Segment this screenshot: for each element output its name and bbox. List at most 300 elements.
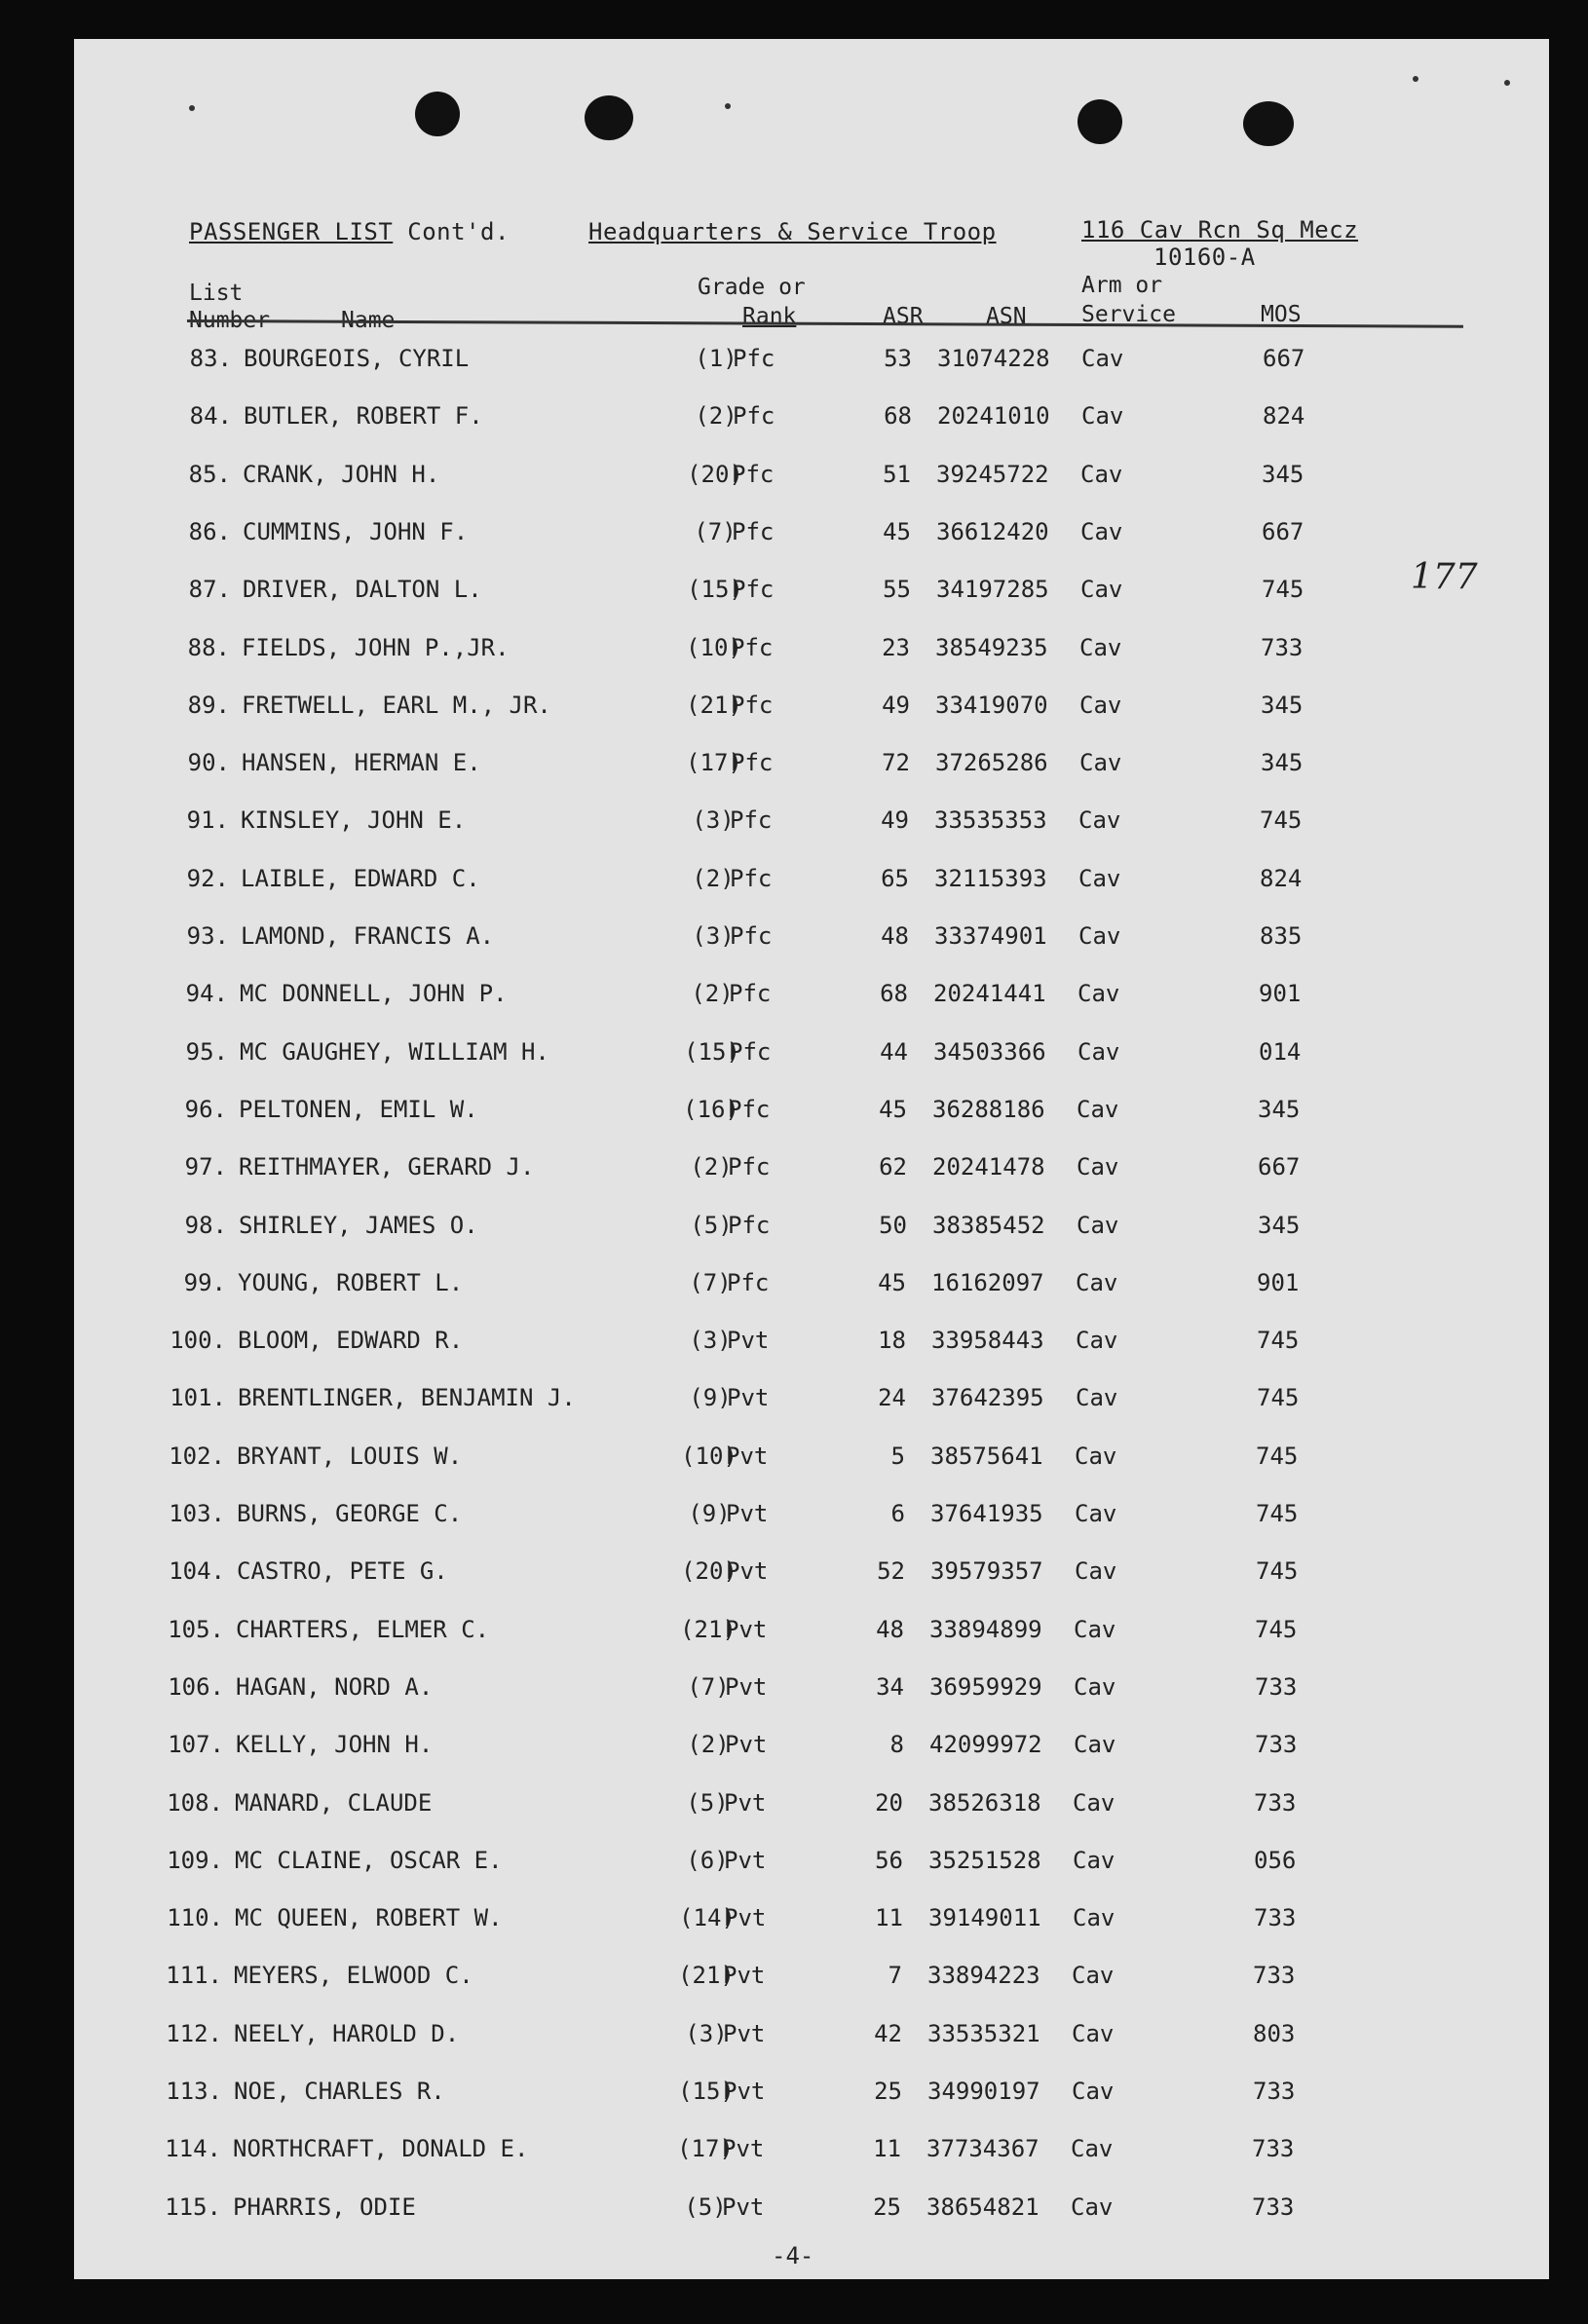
cell-arm: Cav: [1079, 691, 1122, 719]
cell-mos: 733: [1255, 1672, 1298, 1701]
cell-name: NOE, CHARLES R.: [234, 2078, 445, 2105]
cell-name: PELTONEN, EMIL W.: [239, 1095, 478, 1123]
cell-rank: Pvt: [723, 1962, 766, 1990]
cell-rank: Pfc: [730, 806, 773, 835]
cell-asr: 23: [882, 633, 910, 661]
cell-name: BURNS, GEORGE C.: [237, 1500, 463, 1527]
cell-num: 107.: [168, 1731, 224, 1759]
cell-asr: 34: [876, 1672, 904, 1701]
cell-rank: Pfc: [733, 345, 775, 372]
cell-asn: 16162097: [931, 1268, 1044, 1296]
table-row: [74, 518, 1549, 557]
cell-name: MC CLAINE, OSCAR E.: [235, 1846, 503, 1874]
cell-num: 102.: [169, 1442, 225, 1470]
cell-arm: Cav: [1072, 1962, 1115, 1990]
document-page: [74, 39, 1549, 2279]
cell-name: CASTRO, PETE G.: [237, 1557, 448, 1586]
cell-name: SHIRLEY, JAMES O.: [239, 1211, 478, 1239]
cell-mos: 345: [1261, 691, 1304, 719]
cell-num: 94.: [185, 980, 228, 1008]
cell-asn: 37641935: [930, 1500, 1043, 1527]
cell-num: 92.: [186, 864, 229, 892]
cell-asr: 45: [879, 1095, 907, 1123]
cell-arm: Cav: [1080, 460, 1123, 488]
cell-asr: 42: [874, 2019, 902, 2047]
cell-grade: (21): [686, 691, 742, 719]
col-service-label: Service: [1081, 302, 1176, 327]
table-row: [74, 922, 1549, 961]
cell-asr: 48: [881, 922, 909, 950]
table-row: [74, 2078, 1549, 2117]
cell-num: 113.: [166, 2078, 222, 2105]
cell-name: MEYERS, ELWOOD C.: [234, 1962, 473, 1990]
cell-mos: 745: [1256, 1500, 1299, 1527]
cell-arm: Cav: [1073, 1904, 1115, 1932]
cell-arm: Cav: [1081, 402, 1124, 431]
table-row: [74, 1789, 1549, 1828]
cell-asn: 33894223: [927, 1962, 1040, 1990]
cell-rank: Pvt: [724, 1846, 767, 1874]
cell-num: 98.: [184, 1211, 227, 1239]
table-row: [74, 2193, 1549, 2232]
cell-grade: (5): [686, 1788, 729, 1817]
cell-num: 114.: [165, 2135, 221, 2163]
cell-mos: 733: [1261, 633, 1304, 661]
cell-arm: Cav: [1071, 2193, 1114, 2221]
cell-num: 89.: [187, 691, 230, 719]
cell-grade: (7): [689, 1268, 732, 1296]
cell-num: 109.: [167, 1846, 223, 1874]
cell-grade: (3): [685, 2019, 728, 2047]
table-row: [74, 1557, 1549, 1596]
cell-num: 84.: [189, 402, 232, 431]
table-row: [74, 1038, 1549, 1077]
cell-name: BUTLER, ROBERT F.: [244, 402, 483, 431]
table-row: [74, 2135, 1549, 2174]
title-text: PASSENGER LIST: [189, 218, 394, 245]
cell-mos: 733: [1252, 2135, 1295, 2163]
cell-asr: 68: [880, 980, 908, 1008]
cell-num: 106.: [168, 1672, 224, 1701]
cell-mos: 745: [1256, 1442, 1299, 1470]
table-row: [74, 1673, 1549, 1712]
cell-rank: Pvt: [725, 1672, 768, 1701]
cell-grade: (2): [687, 1731, 730, 1759]
cell-arm: Cav: [1072, 2019, 1115, 2047]
cell-rank: Pvt: [723, 2019, 766, 2047]
cell-mos: 056: [1254, 1846, 1297, 1874]
cell-name: BRYANT, LOUIS W.: [237, 1442, 463, 1470]
cell-asr: 50: [879, 1211, 907, 1239]
cell-name: HANSEN, HERMAN E.: [242, 749, 481, 777]
cell-arm: Cav: [1080, 576, 1123, 604]
table-row: [74, 1096, 1549, 1135]
cell-name: FIELDS, JOHN P.,JR.: [242, 633, 510, 661]
cell-num: 108.: [167, 1788, 223, 1817]
cell-name: DRIVER, DALTON L.: [243, 576, 482, 604]
cell-asr: 11: [873, 2135, 901, 2163]
cell-grade: (10): [681, 1442, 737, 1470]
cell-grade: (20): [687, 460, 743, 488]
cell-asn: 34503366: [933, 1037, 1046, 1066]
cell-asr: 72: [882, 749, 910, 777]
cell-mos: 733: [1253, 2078, 1296, 2105]
document-code: 10160-A: [1153, 244, 1256, 271]
cell-asr: 11: [875, 1904, 903, 1932]
cell-mos: 745: [1257, 1384, 1300, 1412]
cell-arm: Cav: [1077, 1095, 1119, 1123]
cell-num: 91.: [186, 806, 229, 835]
table-row: [74, 461, 1549, 500]
cell-grade: (7): [694, 517, 737, 545]
cell-asn: 31074228: [937, 345, 1050, 372]
cell-arm: Cav: [1081, 345, 1124, 372]
cell-name: LAMOND, FRANCIS A.: [241, 922, 495, 950]
cell-rank: Pfc: [732, 576, 775, 604]
cell-arm: Cav: [1078, 864, 1121, 892]
cell-asn: 37734367: [926, 2135, 1040, 2163]
cell-asr: 24: [878, 1384, 906, 1412]
cell-arm: Cav: [1079, 749, 1122, 777]
cell-asr: 49: [882, 691, 910, 719]
cell-asn: 38526318: [928, 1788, 1041, 1817]
col-mos-label: MOS: [1261, 302, 1302, 327]
cell-mos: 733: [1253, 1962, 1296, 1990]
cell-arm: Cav: [1074, 1731, 1116, 1759]
cell-rank: Pvt: [725, 1615, 768, 1643]
cell-asr: 45: [878, 1268, 906, 1296]
cell-rank: Pvt: [722, 2135, 765, 2163]
cell-grade: (15): [687, 576, 743, 604]
cell-num: 105.: [168, 1615, 224, 1643]
cell-asr: 44: [880, 1037, 908, 1066]
cell-num: 103.: [169, 1500, 225, 1527]
cell-asr: 25: [874, 2078, 902, 2105]
cell-arm: Cav: [1078, 806, 1121, 835]
cell-rank: Pfc: [728, 1095, 771, 1123]
cell-asr: 65: [881, 864, 909, 892]
cell-asn: 33535353: [934, 806, 1047, 835]
cell-num: 97.: [184, 1153, 227, 1181]
table-row: [74, 1904, 1549, 1943]
cell-arm: Cav: [1078, 980, 1120, 1008]
cell-asn: 33958443: [931, 1327, 1044, 1355]
table-row: [74, 1443, 1549, 1481]
cell-num: 104.: [169, 1557, 225, 1586]
col-asn-label: ASN: [986, 304, 1027, 329]
cell-name: CUMMINS, JOHN F.: [243, 517, 469, 545]
cell-rank: Pvt: [723, 2078, 766, 2105]
cell-mos: 345: [1258, 1095, 1301, 1123]
cell-rank: Pfc: [733, 402, 775, 431]
cell-arm: Cav: [1071, 2135, 1114, 2163]
cell-grade: (5): [684, 2193, 727, 2221]
cell-asr: 5: [890, 1442, 905, 1470]
cell-asn: 33374901: [934, 922, 1047, 950]
cell-name: CHARTERS, ELMER C.: [236, 1615, 490, 1643]
cell-asn: 39245722: [936, 460, 1049, 488]
cell-grade: (2): [691, 980, 734, 1008]
cell-asn: 20241010: [937, 402, 1050, 431]
cell-arm: Cav: [1074, 1615, 1116, 1643]
cell-rank: Pvt: [727, 1384, 770, 1412]
cell-asn: 20241478: [932, 1153, 1045, 1181]
cell-mos: 745: [1262, 576, 1304, 604]
cell-num: 85.: [188, 460, 231, 488]
cell-mos: 824: [1263, 402, 1305, 431]
cell-name: BRENTLINGER, BENJAMIN J.: [238, 1384, 576, 1412]
cell-grade: (16): [683, 1095, 739, 1123]
cell-arm: Cav: [1078, 1037, 1120, 1066]
cell-asr: 48: [876, 1615, 904, 1643]
cell-asn: 32115393: [934, 864, 1047, 892]
cell-mos: 733: [1252, 2193, 1295, 2221]
cell-grade: (20): [681, 1557, 737, 1586]
cell-grade: (17): [686, 749, 742, 777]
cell-arm: Cav: [1075, 1500, 1117, 1527]
cell-rank: Pfc: [728, 1211, 771, 1239]
cell-grade: (3): [689, 1327, 732, 1355]
cell-rank: Pfc: [727, 1268, 770, 1296]
cell-grade: (2): [690, 1153, 733, 1181]
cell-name: KELLY, JOHN H.: [236, 1731, 434, 1759]
table-row: [74, 692, 1549, 731]
cell-asn: 38549235: [935, 633, 1048, 661]
cell-num: 87.: [188, 576, 231, 604]
col-rank-label: Rank: [742, 304, 797, 329]
table-row: [74, 1384, 1549, 1423]
table-row: [74, 1616, 1549, 1655]
cell-num: 101.: [170, 1384, 226, 1412]
table-row: [74, 1212, 1549, 1251]
cell-asr: 56: [875, 1846, 903, 1874]
cell-rank: Pvt: [726, 1557, 769, 1586]
cell-grade: (15): [684, 1037, 740, 1066]
cell-num: 99.: [183, 1268, 226, 1296]
cell-asn: 36612420: [936, 517, 1049, 545]
cell-name: LAIBLE, EDWARD C.: [241, 864, 480, 892]
cell-grade: (10): [686, 633, 742, 661]
cell-asr: 20: [875, 1788, 903, 1817]
table-row: [74, 1500, 1549, 1539]
cell-asr: 49: [881, 806, 909, 835]
cell-asn: 35251528: [928, 1846, 1041, 1874]
unit-name: Headquarters & Service Troop: [588, 218, 997, 245]
cell-name: PHARRIS, ODIE: [233, 2193, 416, 2221]
cell-mos: 345: [1258, 1211, 1301, 1239]
cell-asr: 6: [890, 1500, 905, 1527]
cell-arm: Cav: [1073, 1788, 1115, 1817]
cell-mos: 803: [1253, 2019, 1296, 2047]
table-row: [74, 1847, 1549, 1886]
cell-asr: 25: [873, 2193, 901, 2221]
cell-name: FRETWELL, EARL M., JR.: [242, 691, 551, 719]
cell-asn: 42099972: [929, 1731, 1042, 1759]
cell-grade: (6): [686, 1846, 729, 1874]
cell-num: 96.: [184, 1095, 227, 1123]
cell-asn: 37642395: [931, 1384, 1044, 1412]
cell-asr: 7: [888, 1962, 902, 1990]
cell-asr: 55: [883, 576, 911, 604]
cell-arm: Cav: [1074, 1672, 1116, 1701]
col-list-label: List: [189, 281, 244, 306]
cell-num: 90.: [187, 749, 230, 777]
cell-arm: Cav: [1076, 1384, 1118, 1412]
cell-name: BLOOM, EDWARD R.: [238, 1327, 464, 1355]
cell-grade: (21): [678, 1962, 735, 1990]
cell-rank: Pvt: [724, 1904, 767, 1932]
cell-asr: 53: [884, 345, 912, 372]
cell-arm: Cav: [1077, 1153, 1119, 1181]
cell-rank: Pfc: [731, 633, 774, 661]
table-row: [74, 402, 1549, 441]
cell-rank: Pfc: [729, 1037, 772, 1066]
cell-num: 100.: [170, 1327, 226, 1355]
cell-rank: Pvt: [726, 1442, 769, 1470]
cell-rank: Pfc: [732, 460, 775, 488]
table-row: [74, 806, 1549, 845]
cell-grade: (7): [687, 1672, 730, 1701]
cell-mos: 733: [1255, 1731, 1298, 1759]
cell-asn: 39579357: [930, 1557, 1043, 1586]
col-name-label: Name: [341, 308, 396, 333]
cell-name: MC QUEEN, ROBERT W.: [235, 1904, 503, 1932]
cell-rank: Pfc: [731, 691, 774, 719]
squadron-name: 116 Cav Rcn Sq Mecz: [1081, 216, 1359, 244]
col-arm-label: Arm or: [1081, 273, 1163, 298]
cell-name: REITHMAYER, GERARD J.: [239, 1153, 535, 1181]
cell-name: YOUNG, ROBERT L.: [238, 1268, 464, 1296]
cell-asr: 18: [878, 1327, 906, 1355]
table-row: [74, 2020, 1549, 2059]
cell-grade: (5): [690, 1211, 733, 1239]
cell-num: 110.: [167, 1904, 223, 1932]
cell-name: CRANK, JOHN H.: [243, 460, 440, 488]
cell-grade: (2): [695, 402, 737, 431]
cell-name: HAGAN, NORD A.: [236, 1672, 434, 1701]
cell-name: NEELY, HAROLD D.: [234, 2019, 460, 2047]
cell-asn: 37265286: [935, 749, 1048, 777]
col-grade-label: Grade or: [698, 275, 806, 300]
cell-asn: 34990197: [927, 2078, 1040, 2105]
cell-grade: (21): [680, 1615, 737, 1643]
page-number: -4-: [772, 2242, 814, 2269]
cell-rank: Pvt: [726, 1500, 769, 1527]
cell-grade: (3): [692, 922, 735, 950]
cell-rank: Pfc: [730, 922, 773, 950]
cell-mos: 835: [1260, 922, 1303, 950]
cell-mos: 745: [1257, 1327, 1300, 1355]
cell-mos: 345: [1261, 749, 1304, 777]
cell-rank: Pfc: [729, 980, 772, 1008]
passenger-table: [74, 39, 1549, 2279]
cell-name: MC DONNELL, JOHN P.: [240, 980, 508, 1008]
cell-rank: Pvt: [724, 1788, 767, 1817]
cell-arm: Cav: [1075, 1557, 1117, 1586]
cell-mos: 667: [1258, 1153, 1301, 1181]
table-row: [74, 1731, 1549, 1770]
title-suffix: Cont'd.: [407, 218, 510, 245]
table-row: [74, 345, 1549, 384]
cell-asn: 36288186: [932, 1095, 1045, 1123]
cell-arm: Cav: [1076, 1327, 1118, 1355]
cell-asn: 38575641: [930, 1442, 1043, 1470]
cell-arm: Cav: [1077, 1211, 1119, 1239]
cell-name: MC GAUGHEY, WILLIAM H.: [240, 1037, 549, 1066]
cell-asn: 33419070: [935, 691, 1048, 719]
cell-asn: 38654821: [926, 2193, 1040, 2221]
cell-name: BOURGEOIS, CYRIL: [244, 345, 470, 372]
cell-grade: (3): [692, 806, 735, 835]
cell-num: 111.: [166, 1962, 222, 1990]
cell-grade: (9): [688, 1500, 731, 1527]
cell-grade: (9): [689, 1384, 732, 1412]
cell-rank: Pfc: [730, 864, 773, 892]
cell-num: 93.: [186, 922, 229, 950]
cell-arm: Cav: [1080, 517, 1123, 545]
cell-rank: Pfc: [731, 749, 774, 777]
cell-asn: 39149011: [928, 1904, 1041, 1932]
cell-mos: 901: [1257, 1268, 1300, 1296]
cell-rank: Pvt: [722, 2193, 765, 2221]
table-row: [74, 1269, 1549, 1308]
cell-arm: Cav: [1072, 2078, 1115, 2105]
cell-mos: 745: [1255, 1615, 1298, 1643]
cell-rank: Pfc: [728, 1153, 771, 1181]
cell-grade: (15): [678, 2078, 735, 2105]
table-row: [74, 980, 1549, 1019]
cell-asr: 68: [884, 402, 912, 431]
cell-mos: 667: [1263, 345, 1305, 372]
cell-name: KINSLEY, JOHN E.: [241, 806, 467, 835]
cell-mos: 745: [1256, 1557, 1299, 1586]
table-row: [74, 576, 1549, 615]
table-row: [74, 1962, 1549, 2001]
cell-mos: 667: [1262, 517, 1304, 545]
cell-grade: (2): [692, 864, 735, 892]
table-row: [74, 865, 1549, 904]
cell-num: 115.: [165, 2193, 221, 2221]
cell-mos: 345: [1262, 460, 1304, 488]
margin-page-note: 177: [1411, 557, 1478, 597]
cell-asr: 8: [889, 1731, 904, 1759]
col-asr-label: ASR: [883, 304, 924, 329]
cell-grade: (1): [695, 345, 737, 372]
table-row: [74, 749, 1549, 788]
cell-num: 112.: [166, 2019, 222, 2047]
cell-asn: 20241441: [933, 980, 1046, 1008]
cell-mos: 733: [1254, 1788, 1297, 1817]
cell-rank: Pfc: [732, 517, 775, 545]
cell-arm: Cav: [1076, 1268, 1118, 1296]
cell-name: MANARD, CLAUDE: [235, 1788, 433, 1817]
cell-asr: 45: [883, 517, 911, 545]
cell-asr: 62: [879, 1153, 907, 1181]
cell-asn: 36959929: [929, 1672, 1042, 1701]
col-number-label: Number: [189, 308, 271, 333]
cell-num: 95.: [185, 1037, 228, 1066]
cell-num: 83.: [189, 345, 232, 372]
table-row: [74, 634, 1549, 673]
cell-name: NORTHCRAFT, DONALD E.: [233, 2135, 529, 2163]
cell-mos: 901: [1259, 980, 1302, 1008]
cell-num: 86.: [188, 517, 231, 545]
cell-mos: 745: [1260, 806, 1303, 835]
cell-grade: (17): [677, 2135, 734, 2163]
cell-asr: 52: [877, 1557, 905, 1586]
cell-mos: 733: [1254, 1904, 1297, 1932]
cell-asn: 33535321: [927, 2019, 1040, 2047]
